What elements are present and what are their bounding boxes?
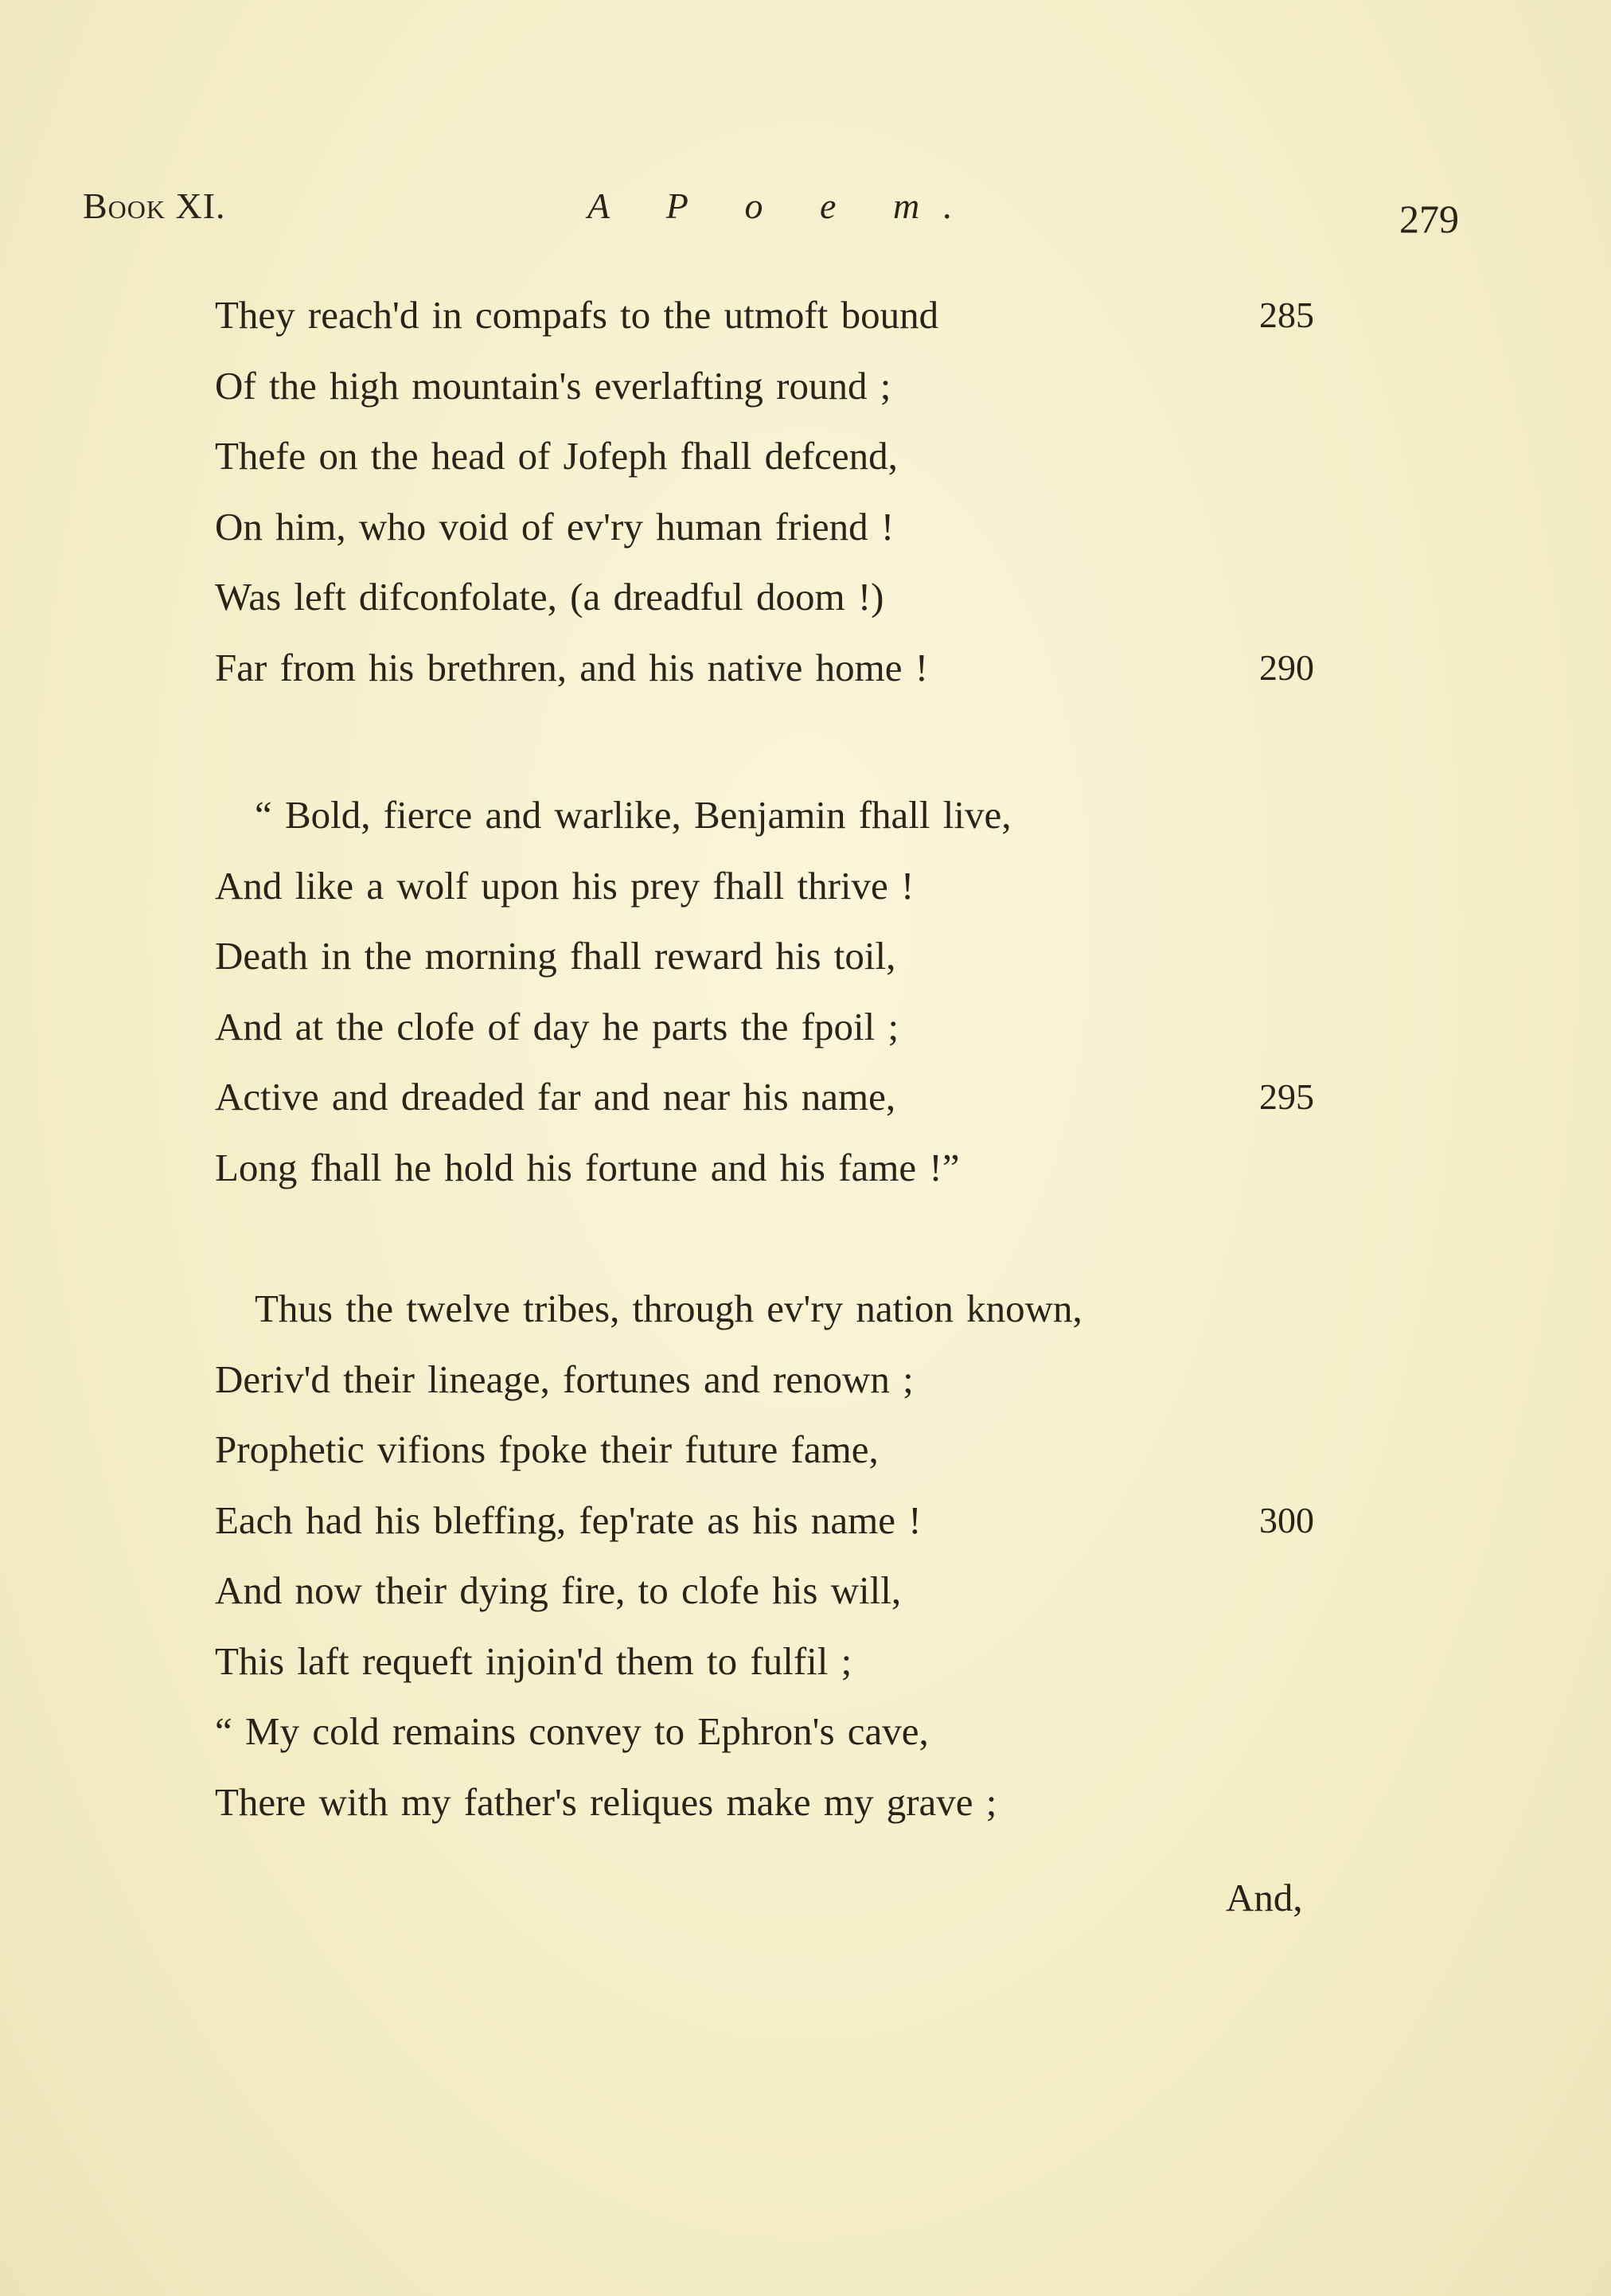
verse-line [215,421,1409,492]
book-label [83,185,226,227]
verse-line [215,1767,1409,1838]
running-title: A P o e m. [587,185,977,226]
verse-text: Thefe on the head of Jofeph fhall defcend, [215,434,898,478]
page-number: 279 [1399,197,1459,241]
verse-text: Each had his bleffing, fep'rate as his name ! [215,1497,922,1542]
stanza-1 [215,280,1409,703]
verse-text: There with my father's reliques make my grave ; [215,1779,997,1824]
verse-text: Death in the morning fhall reward his toil, [215,934,896,978]
verse-text: They reach'd in compafs to the utmoft bound [215,293,939,337]
verse-text: Of the high mountain's everlafting round ; [215,363,891,408]
verse-text: Prophetic vifions fpoke their future fame, [215,1427,879,1471]
verse-line [215,1626,1409,1697]
verse-line [215,851,1409,922]
verse-line [215,1133,1409,1204]
line-number: 290 [1259,646,1314,688]
verse-text: Long fhall he hold his fortune and his fame !” [215,1145,960,1189]
verse-line [215,492,1409,563]
verse-text: On him, who void of ev'ry human friend ! [215,504,895,549]
verse-line [215,633,1409,704]
line-number: 300 [1259,1499,1314,1540]
verse-line [215,1556,1409,1626]
running-header [0,185,1611,240]
verse-line [215,351,1409,422]
book-number: XI. [175,185,226,226]
verse-line [215,562,1409,633]
verse-text: And at the clofe of day he parts the fpoil ; [215,1004,899,1048]
catchword: And, [1226,1876,1303,1919]
verse-line [215,921,1409,992]
verse-text: Active and dreaded far and near his name, [215,1075,896,1119]
line-number: 295 [1259,1076,1314,1117]
verse-line [215,280,1409,351]
verse-text: Thus the twelve tribes, through ev'ry nation known, [255,1287,1082,1330]
verse-line [215,1415,1409,1486]
verse-line [215,992,1409,1063]
verse-line [215,1062,1409,1133]
verse-line [215,1345,1409,1415]
verse-line [215,1486,1409,1556]
verse-text: Far from his brethren, and his native home ! [215,645,929,689]
line-number: 285 [1259,295,1314,335]
verse-line [215,1274,1409,1345]
book-word: Book [83,185,166,226]
verse-text: Was left difconfolate, (a dreadful doom !) [215,575,884,619]
verse-text: And now their dying fire, to clofe his will, [215,1568,902,1612]
verse-text: And like a wolf upon his prey fhall thrive ! [215,863,915,908]
verse-line [215,1697,1409,1767]
verse-text: “ My cold remains convey to Ephron's cave, [215,1709,929,1753]
verse-line [215,780,1409,851]
stanza-3 [215,1274,1409,1837]
verse-text: “ Bold, fierce and warlike, Benjamin fhall live, [255,793,1012,837]
verse-text: Deriv'd their lineage, fortunes and renown ; [215,1357,914,1401]
verse-text: This laft requeft injoin'd them to fulfil ; [215,1638,852,1683]
stanza-2 [215,780,1409,1203]
